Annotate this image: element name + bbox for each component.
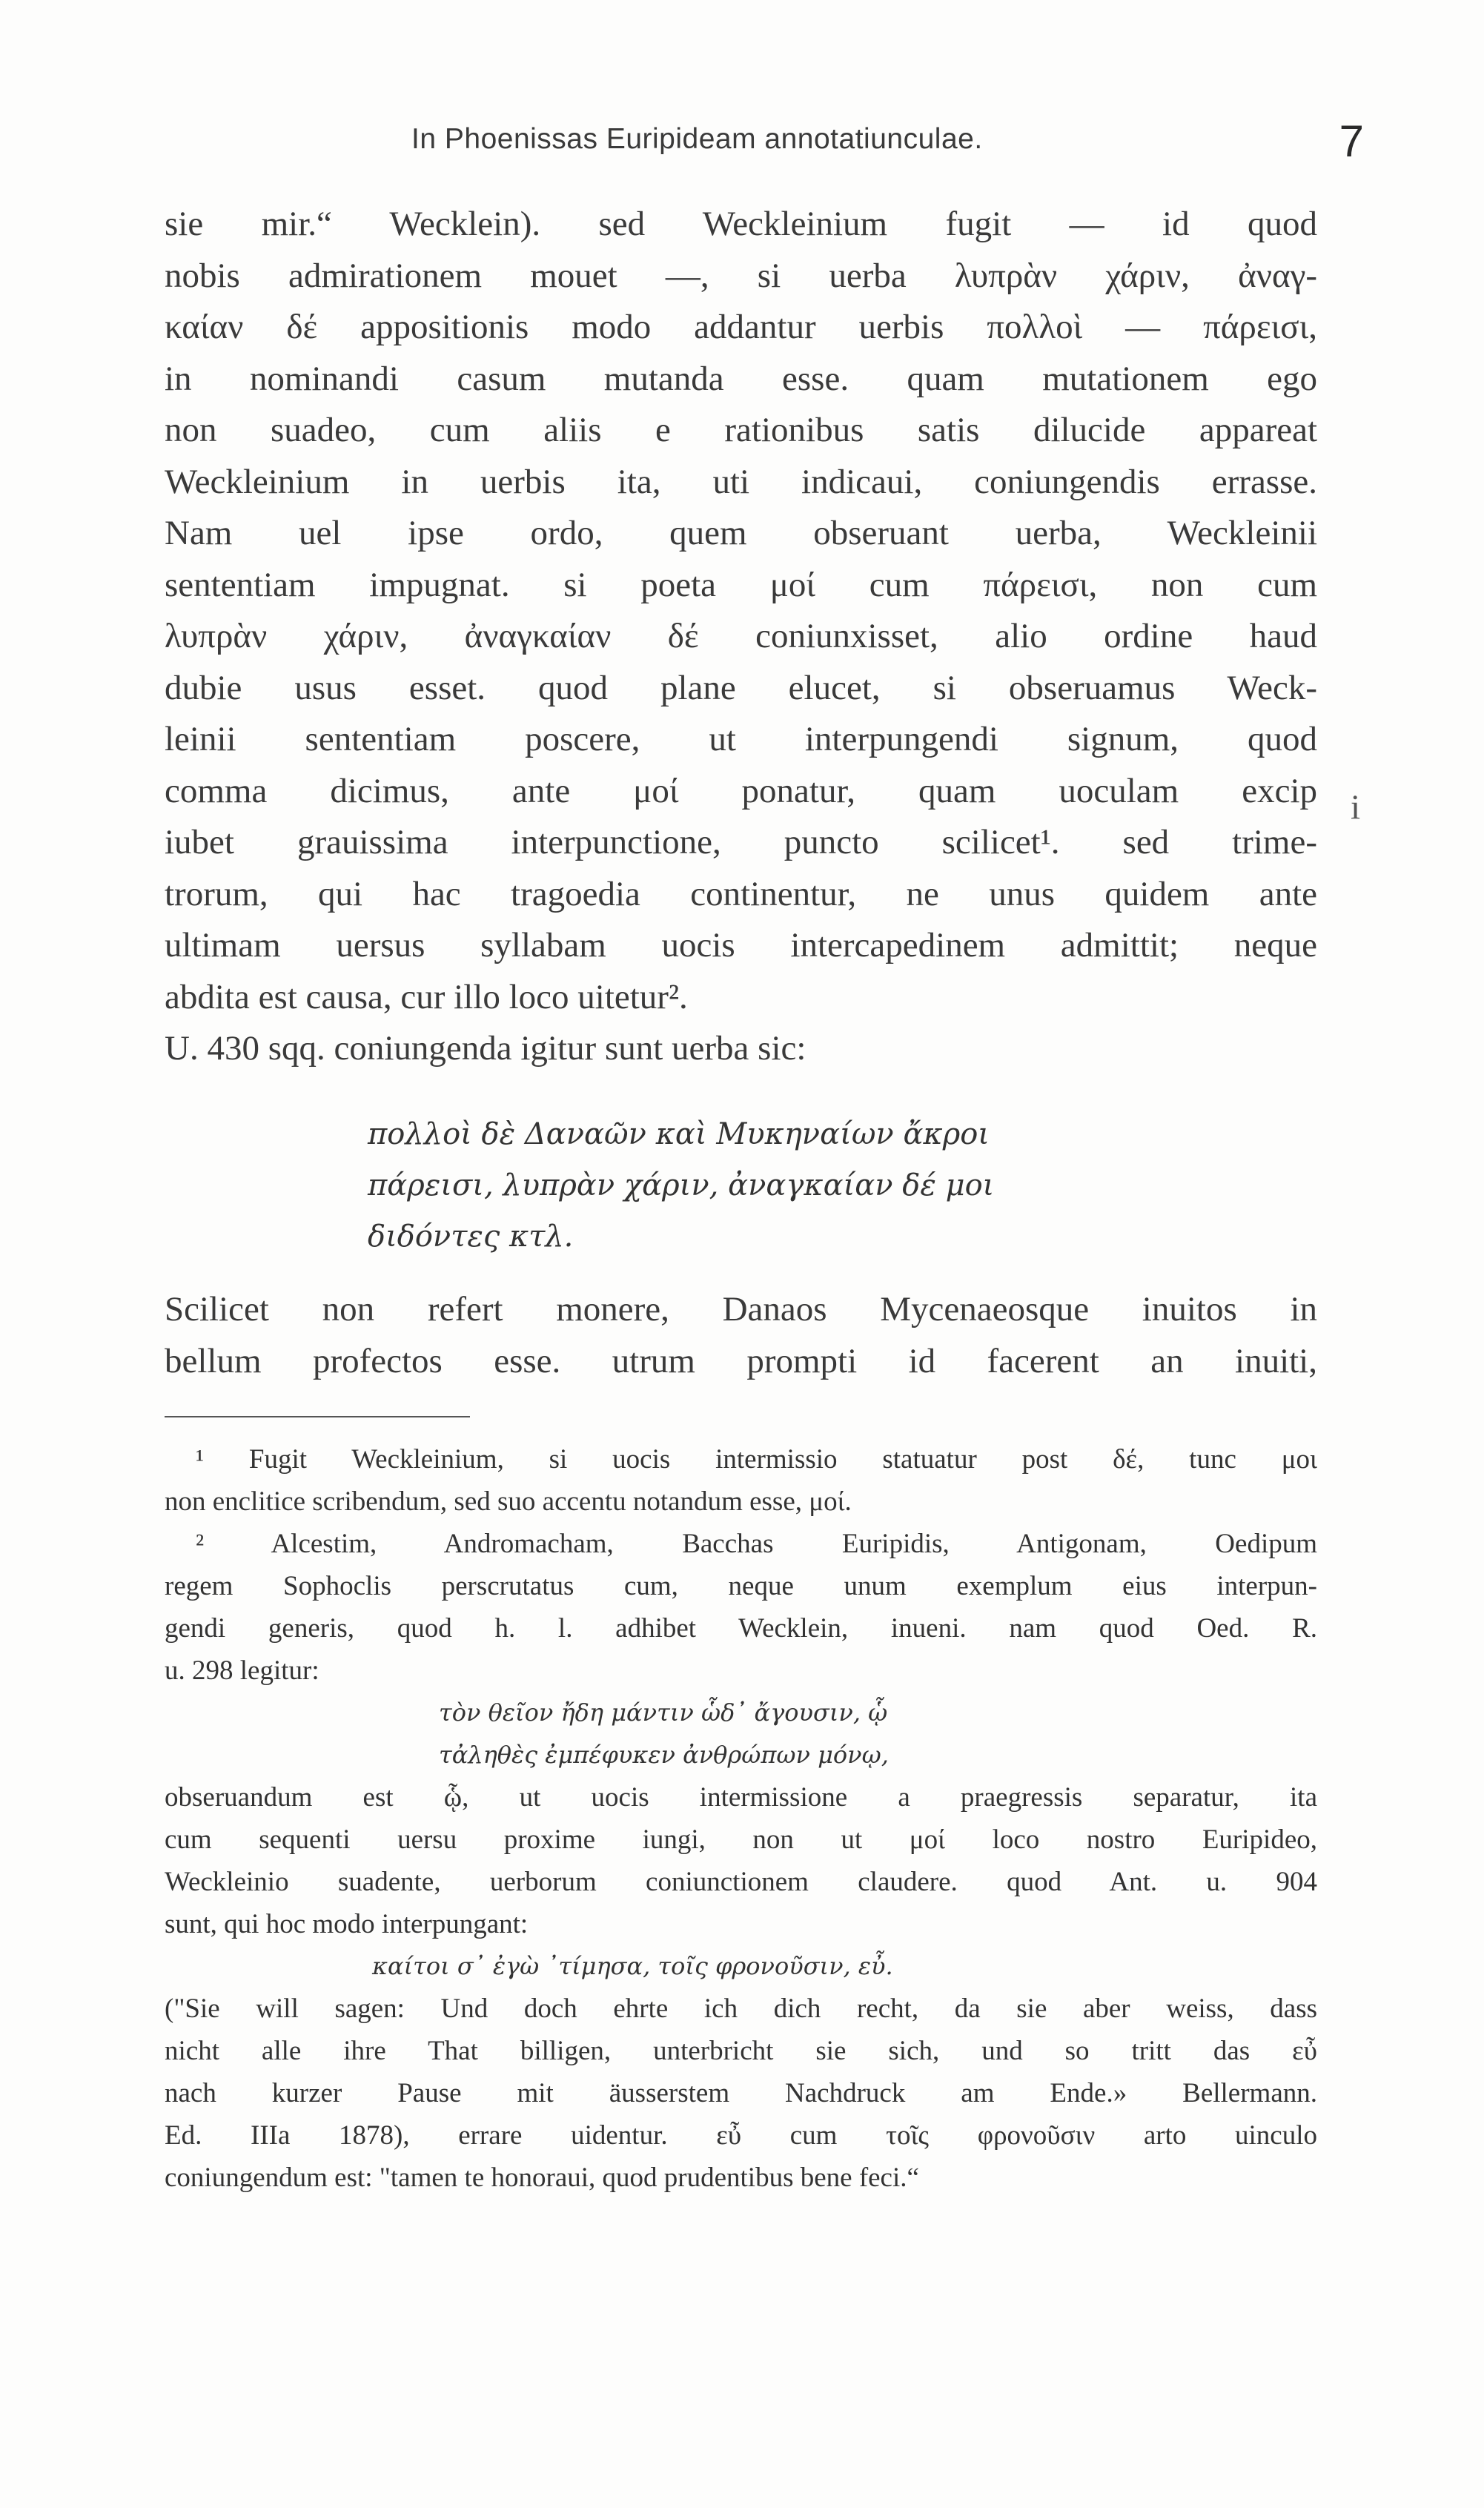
footnote-line: regem Sophoclis perscrutatus cum, neque unum exemplum eius interpun-: [165, 1571, 1317, 1601]
greek-verse-quote: [368, 1109, 1257, 1263]
text-line: in nominandi casum mutanda esse. quam mutationem ego: [165, 359, 1317, 398]
footnote-verse-line: τὸν θεῖον ἤδη μάντιν ὧδ᾽ ἄγουσιν, ᾧ: [439, 1698, 888, 1727]
footnote-verse-line: τἀληθὲς ἐμπέφυκεν ἀνθρώπων μόνῳ,: [439, 1741, 889, 1769]
text-line: trorum, qui hac tragoedia continentur, ne unus quidem ante: [165, 874, 1317, 913]
text-line: sententiam impugnat. si poeta μοί cum πάρεισι, non cum: [165, 565, 1317, 604]
footnote-line: ¹ Fugit Weckleinium, si uocis intermissio statuatur post δέ, tunc μοι: [196, 1444, 1317, 1475]
footnote-line: coniungendum est: "tamen te honoraui, quod prudentibus bene feci.“: [165, 2163, 919, 2193]
page-header: [163, 116, 1364, 166]
text-line: non suadeo, cum aliis e rationibus satis dilucide appareat: [165, 411, 1317, 449]
text-line: nobis admirationem mouet —, si uerba λυπρὰν χάριν, ἀναγ-: [165, 256, 1317, 295]
text-line: bellum profectos esse. utrum prompti id facerent an inuiti,: [165, 1341, 1317, 1380]
stray-letter: i: [1351, 788, 1361, 827]
text-line: dubie usus esset. quod plane elucet, si obseruamus Weck-: [165, 668, 1317, 707]
footnote-line: gendi generis, quod h. l. adhibet Wecklein, inueni. nam quod Oed. R.: [165, 1613, 1317, 1644]
footnote-line: sunt, qui hoc modo interpungant:: [165, 1909, 529, 1939]
main-text-continued: [165, 1284, 1317, 1387]
footnote-line: ("Sie will sagen: Und doch ehrte ich dich recht, da sie aber weiss, dass: [165, 1994, 1317, 2024]
text-line: λυπρὰν χάριν, ἀναγκαίαν δέ coniunxisset, alio ordine haud: [165, 617, 1317, 655]
text-line: καίαν δέ appositionis modo addantur uerbis πολλοὶ — πάρεισι,: [165, 308, 1317, 346]
text-line: abdita est causa, cur illo loco uitetur².: [165, 977, 688, 1016]
text-line: sie mir.“ Wecklein). sed Weckleinium fugit — id quod: [165, 205, 1317, 243]
text-line: U. 430 sqq. coniungenda igitur sunt uerba sic:: [165, 1029, 806, 1068]
verse-line: διδόντες κτλ.: [368, 1220, 574, 1254]
page-number: 7: [1339, 116, 1364, 166]
footnote-line: obseruandum est ᾧ, ut uocis intermissione a praegressis separatur, ita: [165, 1782, 1317, 1813]
footnote-line: cum sequenti uersu proxime iungi, non ut μοί loco nostro Euripideo,: [165, 1824, 1317, 1855]
verse-line: πάρεισι, λυπρὰν χάριν, ἀναγκαίαν δέ μοι: [368, 1168, 995, 1202]
footnote-line: Ed. IIIa 1878), errare uidentur. εὖ cum τοῖς φρονοῦσιν arto uinculo: [165, 2120, 1317, 2151]
footnote-verse-line: καίτοι σ᾽ ἐγὼ ᾽τίμησα, τοῖς φρονοῦσιν, εὖ.: [372, 1952, 893, 1980]
footnotes: [165, 1438, 1317, 2199]
running-title: In Phoenissas Euripideam annotatiunculae.: [411, 123, 983, 155]
text-line: Scilicet non refert monere, Danaos Mycenaeosque inuitos in: [165, 1290, 1317, 1329]
main-text: [165, 199, 1317, 1075]
footnote-line: non enclitice scribendum, sed suo accentu notandum esse, μοί.: [165, 1486, 852, 1517]
footnote-line: nicht alle ihre That billigen, unterbricht sie sich, und so tritt das εὖ: [165, 2036, 1317, 2066]
text-line: Weckleinium in uerbis ita, uti indicaui, coniungendis errasse.: [165, 462, 1317, 501]
footnote-line: ² Alcestim, Andromacham, Bacchas Euripidis, Antigonam, Oedipum: [196, 1529, 1317, 1559]
text-line: iubet grauissima interpunctione, puncto scilicet¹. sed trime-: [165, 823, 1317, 861]
footnote-line: u. 298 legitur:: [165, 1655, 319, 1686]
text-line: leinii sententiam poscere, ut interpungendi signum, quod: [165, 720, 1317, 758]
text-line: ultimam uersus syllabam uocis intercapedinem admittit; neque: [165, 926, 1317, 965]
text-line: comma dicimus, ante μοί ponatur, quam uoculam excip: [165, 771, 1317, 810]
text-line: Nam uel ipse ordo, quem obseruant uerba, Weckleinii: [165, 514, 1317, 552]
footnote-separator: [165, 1416, 470, 1417]
verse-line: πολλοὶ δὲ Δαναῶν καὶ Μυκηναίων ἄκροι: [368, 1117, 990, 1151]
footnote-line: Weckleinio suadente, uerborum coniunctionem claudere. quod Ant. u. 904: [165, 1867, 1317, 1897]
footnote-line: nach kurzer Pause mit äusserstem Nachdruck am Ende.» Bellermann.: [165, 2078, 1317, 2108]
